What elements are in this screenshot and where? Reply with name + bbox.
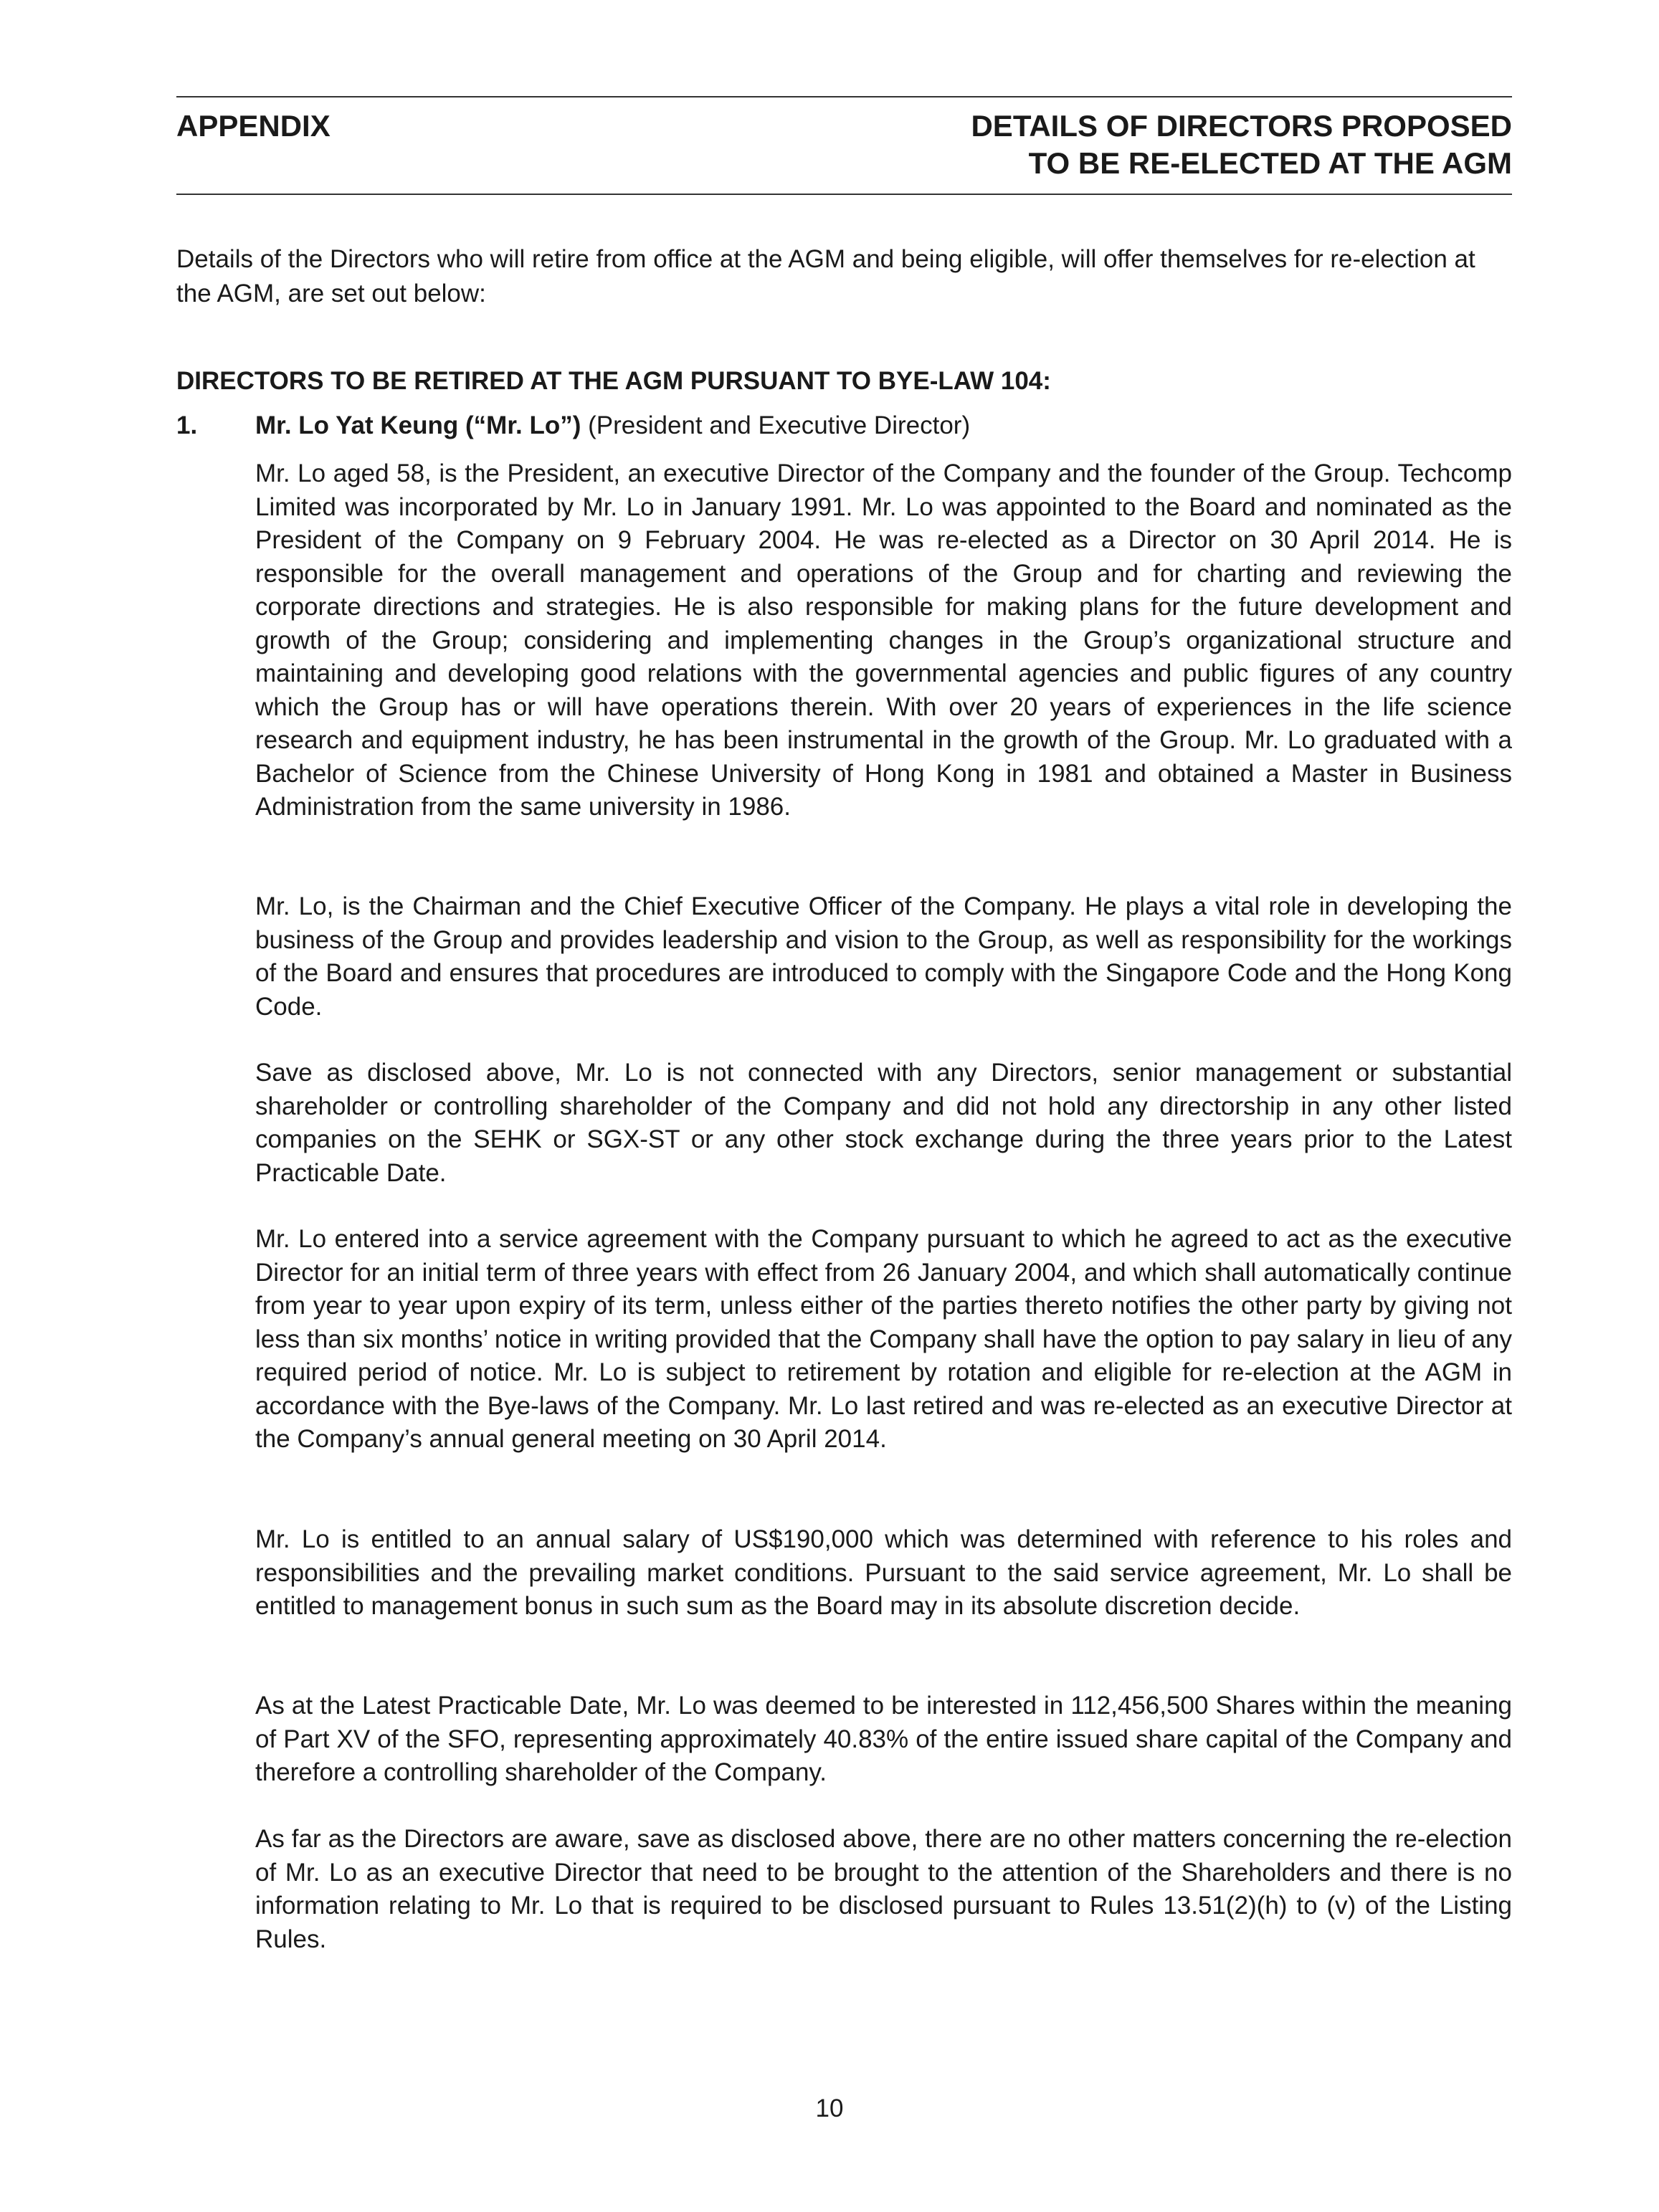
paragraph-remuneration: Mr. Lo is entitled to an annual salary of US$190,000 which was determined with reference to his roles and responsibilities and the prevailing market conditions. Pursuant to the said service agreement, Mr. Lo shall be entitled to management bonus in such sum as the Board may in its absolute discretion decide.	[255, 1525, 1512, 1620]
header-bottom-rule	[176, 194, 1512, 195]
paragraph-chairman-role: Mr. Lo, is the Chairman and the Chief Executive Officer of the Company. He plays a vital role in developing the business of the Group and provides leadership and vision to the Group, as well as responsibility for the workings of the Board and ensures that procedures are introduced to comply with the Singapore Code and the Hong Kong Code.	[255, 892, 1512, 1021]
paragraph-other-matters: As far as the Directors are aware, save as disclosed above, there are no other matters concerning the re-election of Mr. Lo as an executive Director that need to be brought to the attention of the Shareholders and there is no information relating to Mr. Lo that is required to be disclosed pursuant to Rules 13.51(2)(h) to (v) of the Listing Rules.	[255, 1825, 1512, 1953]
paragraph-interests: As at the Latest Practicable Date, Mr. Lo was deemed to be interested in 112,456,500 Shares within the meaning of Part XV of the SFO, representing approximately 40.83% of the entire issued share capital of the Company and therefore a controlling shareholder of the Company.	[255, 1692, 1512, 1786]
paragraph-relationships: Save as disclosed above, Mr. Lo is not connected with any Directors, senior management or substantial shareholder or controlling shareholder of the Company and did not hold any directorship in any other listed companies on the SEHK or SGX-ST or any other stock exchange during the three years prior to the Latest Practicable Date.	[255, 1059, 1512, 1187]
appendix-title-line-1: DETAILS OF DIRECTORS PROPOSED	[971, 109, 1512, 143]
header-top-rule	[176, 96, 1512, 97]
section-heading: DIRECTORS TO BE RETIRED AT THE AGM PURSUANT TO BYE-LAW 104:	[176, 367, 1051, 395]
director-name: Mr. Lo Yat Keung (“Mr. Lo”)	[255, 411, 581, 439]
appendix-title	[971, 108, 1512, 182]
appendix-label: APPENDIX	[176, 109, 331, 143]
paragraph-biography: Mr. Lo aged 58, is the President, an executive Director of the Company and the founder of the Group. Techcomp Limited was incorporated by Mr. Lo in January 1991. Mr. Lo was appointed to the Board and nominated as the President of the Company on 9 February 2004. He was re-elected as a Director on 30 April 2014. He is responsible for the overall management and operations of the Group and for charting and reviewing the corporate directions and strategies. He is also responsible for making plans for the future development and growth of the Group; considering and implementing changes in the Group’s organizational structure and maintaining and developing good relations with the governmental agencies and public figures of any country which the Group has or will have operations therein. With over 20 years of experiences in the life science research and equipment industry, he has been instrumental in the growth of the Group. Mr. Lo graduated with a Bachelor of Science from the Chinese University of Hong Kong in 1981 and obtained a Master in Business Administration from the same university in 1986.	[255, 459, 1512, 821]
appendix-title-line-2: TO BE RE-ELECTED AT THE AGM	[1028, 146, 1512, 180]
director-role: (President and Executive Director)	[581, 411, 971, 439]
paragraph-service-agreement: Mr. Lo entered into a service agreement with the Company pursuant to which he agreed to act as the executive Director for an initial term of three years with effect from 26 January 2004, and which shall automatically continue from year to year upon expiry of its term, unless either of the parties thereto notifies the other party by giving not less than six months’ notice in writing provided that the Company shall have the option to pay salary in lieu of any required period of notice. Mr. Lo is subject to retirement by rotation and eligible for re-election at the AGM in accordance with the Bye-laws of the Company. Mr. Lo last retired and was re-elected as an executive Director at the Company’s annual general meeting on 30 April 2014.	[255, 1225, 1512, 1453]
intro-paragraph: Details of the Directors who will retire from office at the AGM and being eligible, will offer themselves for re-election at the AGM, are set out below:	[176, 245, 1475, 308]
item-number: 1.	[176, 411, 198, 439]
page-number: 10	[815, 2094, 844, 2122]
director-title	[255, 409, 970, 443]
